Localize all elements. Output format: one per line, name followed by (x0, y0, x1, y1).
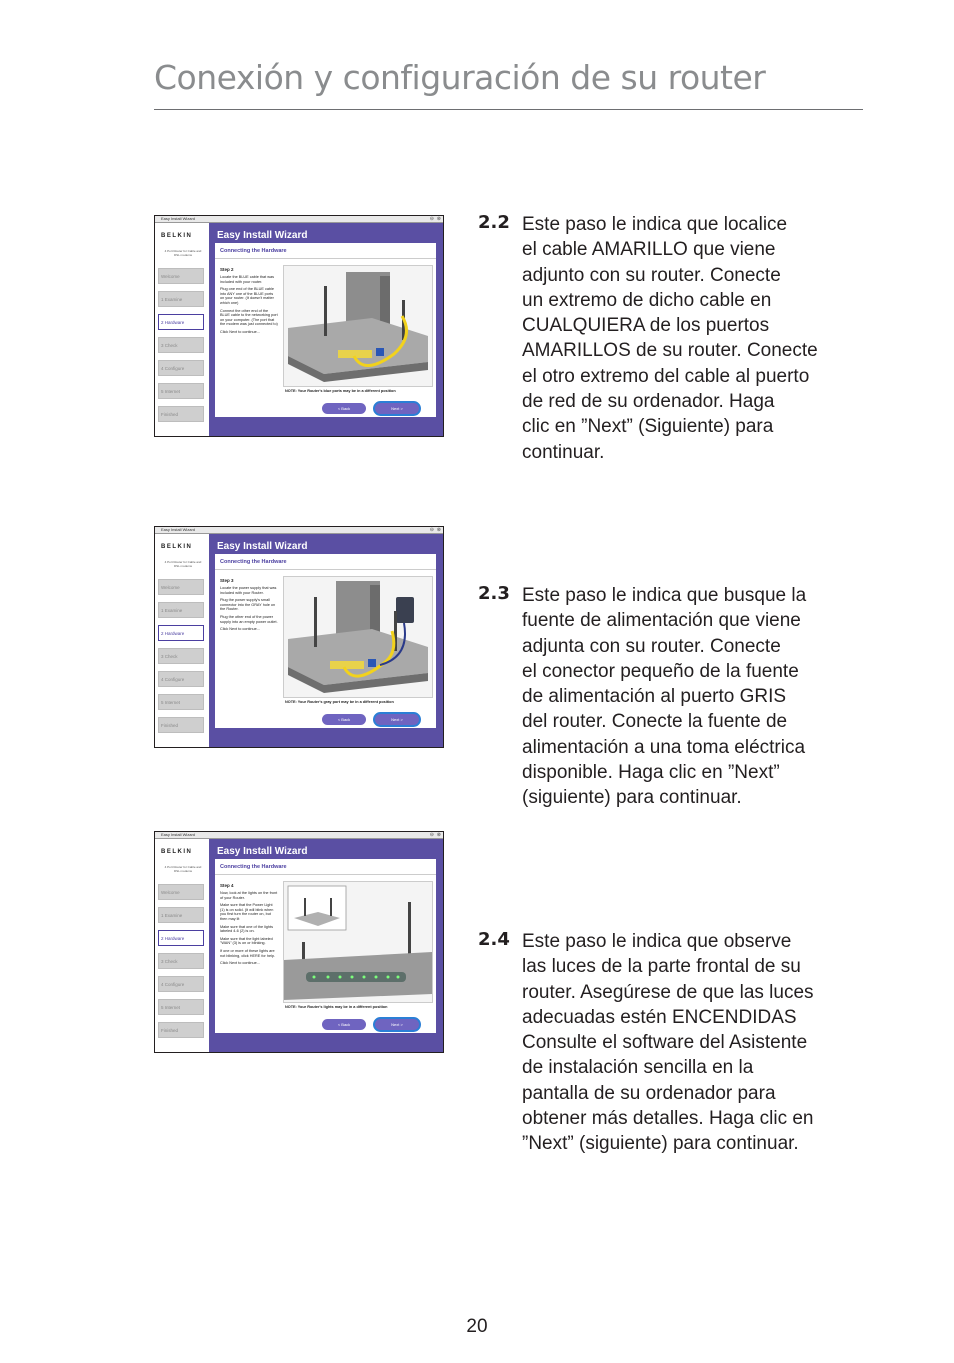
sidebar-item-configure[interactable]: 4 Configure (158, 360, 204, 376)
sidebar-item-check[interactable]: 3 Check (158, 953, 204, 969)
instruction-line: Plug the power supply's small connector into the GRAY hole on the Router. (220, 598, 276, 612)
step-text: Este paso le indica que busque la fuente de alimentación que viene adjunta con su router. Conecte el conector pequeño de la fuente de alimentación al puerto GRIS del router. Conecte la fuente de alimentación a una toma eléctrica disponible. Haga clic en ”Next” (siguiente) para continuar. (522, 585, 807, 809)
sidebar-item-hardware[interactable]: 2 Hardware (158, 625, 204, 641)
wizard-step-name: Step 4 (220, 883, 234, 888)
page-title: Conexión y configuración de su router (154, 58, 766, 97)
instruction-line: Plug the other end of the power supply into an empty power outlet. (220, 614, 278, 624)
wizard-panel (215, 243, 436, 417)
sidebar-item-internet[interactable]: 5 Internet (158, 694, 204, 710)
instruction-line: If one or more of these lights are not blinking, click HERE for help. (220, 948, 276, 958)
antenna-left (324, 286, 327, 336)
sidebar-item-welcome[interactable]: Welcome (158, 884, 204, 900)
sidebar-item-examine[interactable]: 1 Examine (158, 907, 204, 923)
step-number: 2.4 (478, 929, 510, 950)
brand-logo: BELKIN (161, 544, 193, 550)
sidebar-item-hardware[interactable]: 2 Hardware (158, 930, 204, 946)
sidebar-item-finished[interactable]: Finished (158, 1022, 204, 1038)
minimize-icon: ⊖ (429, 832, 434, 838)
wizard-sidebar (155, 223, 209, 436)
wizard-sidebar (155, 839, 209, 1052)
instruction-line: Connect the other end of the BLUE cable to the networking port on your computer. (The port that the modem was just connected to) (220, 308, 278, 327)
instruction-line: Make sure that the light labeled "WAN" (3) is on or blinking. (220, 936, 273, 946)
wizard-screenshot-step-4 (154, 831, 444, 1053)
wizard-instructions (220, 586, 278, 635)
antenna-left (314, 597, 317, 647)
instruction-line: Locate the BLUE cable that was included with your router. (220, 275, 275, 284)
router-lights-illustration (283, 881, 433, 1003)
instruction-line: Now, look at the lights on the front of your Router. (220, 891, 278, 900)
close-icon: ⊗ (436, 527, 441, 533)
instruction-line: Click Next to continue... (220, 627, 260, 632)
panel-divider (215, 874, 436, 875)
sidebar-item-internet[interactable]: 5 Internet (158, 383, 204, 399)
wizard-instructions (220, 275, 278, 338)
sidebar-item-examine[interactable]: 1 Examine (158, 291, 204, 307)
wizard-panel (215, 554, 436, 728)
step-number: 2.3 (478, 583, 510, 604)
brand-subtitle: 4 Port Router for Cable and DSL modems (164, 865, 202, 873)
title-rule (154, 109, 863, 110)
minimize-icon: ⊖ (429, 527, 434, 533)
yellow-ports (330, 661, 364, 669)
panel-note: NOTE: Your Router's blue ports may be in a different position (285, 389, 396, 393)
panel-subtitle: Connecting the Hardware (220, 864, 287, 870)
step-text: Este paso le indica que localice el cable AMARILLO que viene adjunto con su router. Conecte un extremo de dicho cable en CUALQUIERA de los puertos AMARILLOS de su router. Conecte el otro extremo del cable al puerto de red de su ordenador. Haga clic en ”Next” (Siguiente) para continuar. (522, 214, 818, 463)
panel-note: NOTE: Your Router's lights may be in a different position (285, 1005, 388, 1009)
sidebar-item-examine[interactable]: 1 Examine (158, 602, 204, 618)
wizard-screenshot-step-3 (154, 526, 444, 748)
window-titlebar: Easy Install Wizard (155, 527, 443, 534)
brand-logo: BELKIN (161, 849, 193, 855)
wizard-title: Easy Install Wizard (217, 541, 308, 552)
router-cable-illustration (283, 265, 433, 387)
blue-port (368, 659, 376, 667)
light-panel (306, 972, 406, 982)
sidebar-item-welcome[interactable]: Welcome (158, 268, 204, 284)
sidebar-item-check[interactable]: 3 Check (158, 337, 204, 353)
wizard-title: Easy Install Wizard (217, 846, 308, 857)
minimize-icon: ⊖ (429, 216, 434, 222)
sidebar-item-welcome[interactable]: Welcome (158, 579, 204, 595)
next-button[interactable]: Next > (375, 403, 419, 414)
wizard-sidebar (155, 534, 209, 747)
instruction-line: Make sure that the Power Light (1) is on solid. (It will blink when you first turn the router on, but then may lit (220, 903, 274, 921)
sidebar-item-check[interactable]: 3 Check (158, 648, 204, 664)
antenna-right (408, 902, 411, 962)
sidebar-item-finished[interactable]: Finished (158, 717, 204, 733)
sidebar-item-configure[interactable]: 4 Configure (158, 976, 204, 992)
panel-subtitle: Connecting the Hardware (220, 248, 287, 254)
panel-subtitle: Connecting the Hardware (220, 559, 287, 565)
wizard-screenshot-step-2 (154, 215, 444, 437)
next-button[interactable]: Next > (375, 1019, 419, 1030)
instruction-line: Plug one end of the BLUE cable into ANY one of the BLUE ports on your router. (It doesn't matter which one) (220, 287, 275, 305)
close-icon: ⊗ (436, 832, 441, 838)
panel-divider (215, 569, 436, 570)
back-button[interactable]: < Back (322, 1019, 366, 1030)
blue-port (376, 348, 384, 356)
wizard-instructions (220, 891, 278, 969)
panel-note: NOTE: Your Router's gray port may be in a different position (285, 700, 394, 704)
sidebar-item-hardware[interactable]: 2 Hardware (158, 314, 204, 330)
back-button[interactable]: < Back (322, 714, 366, 725)
panel-divider (215, 258, 436, 259)
step-text: Este paso le indica que observe las luces de la parte frontal de su router. Asegúrese de que las luces adecuadas estén ENCENDIDAS Consulte el software del Asistente de instalación sencilla en la pantalla de su ordenador para obtener más detalles. Haga clic en ”Next” (siguiente) para continuar. (522, 931, 814, 1155)
close-icon: ⊗ (436, 216, 441, 222)
sidebar-item-finished[interactable]: Finished (158, 406, 204, 422)
instruction-line: Locate the power supply that was included with your Router. (220, 586, 277, 595)
window-titlebar: Easy Install Wizard (155, 832, 443, 839)
brand-logo: BELKIN (161, 233, 193, 239)
instruction-line: Click Next to continue... (220, 961, 260, 966)
wizard-step-name: Step 2 (220, 267, 234, 272)
sidebar-item-internet[interactable]: 5 Internet (158, 999, 204, 1015)
instruction-line: Click Next to continue... (220, 329, 260, 334)
instruction-line: Make sure that one of the lights labeled 4-6 (2) is on. (220, 924, 273, 934)
step-number: 2.2 (478, 212, 510, 233)
power-supply (396, 597, 414, 623)
router-power-illustration (283, 576, 433, 698)
sidebar-item-configure[interactable]: 4 Configure (158, 671, 204, 687)
wizard-step-name: Step 3 (220, 578, 234, 583)
wizard-panel (215, 859, 436, 1033)
back-button[interactable]: < Back (322, 403, 366, 414)
brand-subtitle: 4 Port Router for Cable and DSL modems (164, 249, 202, 257)
wizard-title: Easy Install Wizard (217, 230, 308, 241)
window-titlebar: Easy Install Wizard (155, 216, 443, 223)
brand-subtitle: 4 Port Router for Cable and DSL modems (164, 560, 202, 568)
page-number: 20 (466, 1316, 488, 1337)
next-button[interactable]: Next > (375, 714, 419, 725)
